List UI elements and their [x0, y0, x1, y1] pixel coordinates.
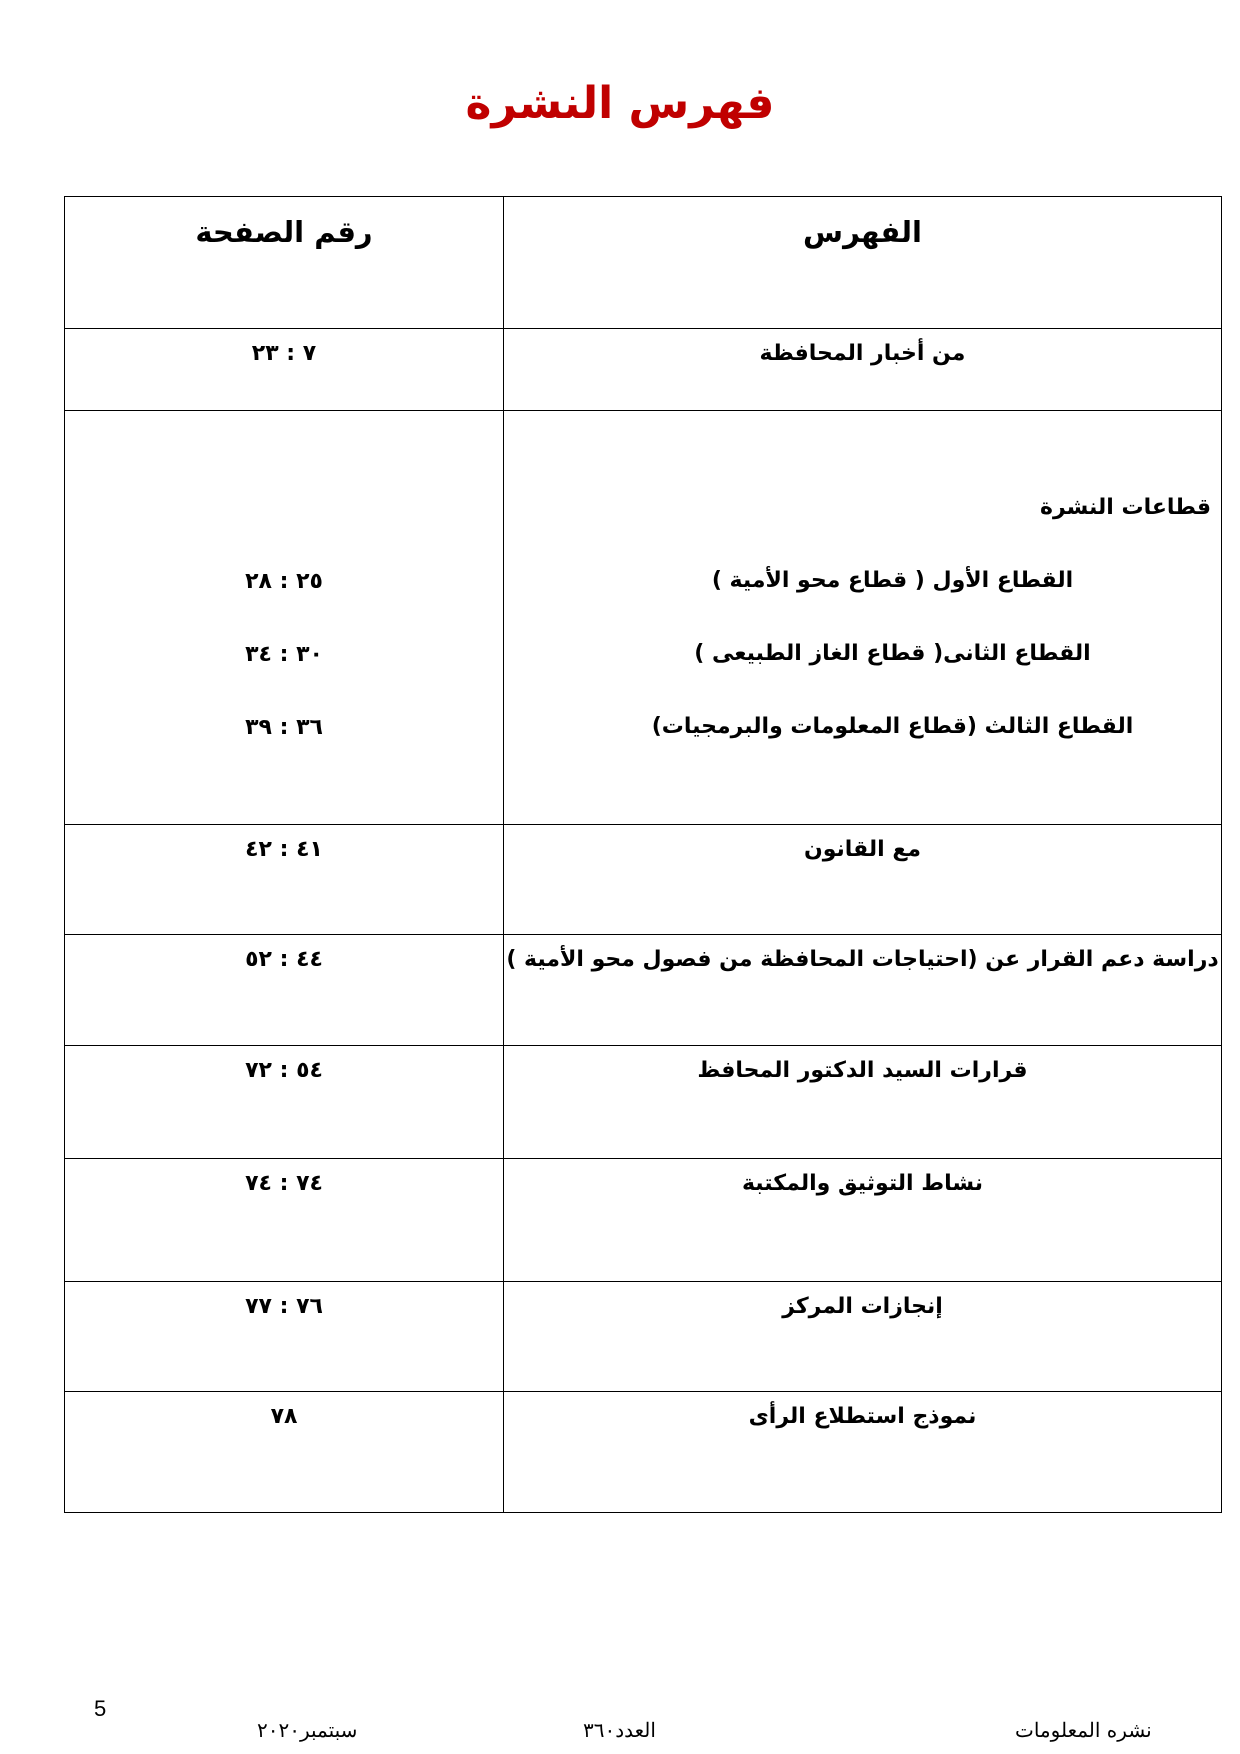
page-range: ٧٦ : ٧٧	[245, 1293, 323, 1319]
footer-date: سبتمبر٢٠٢٠	[257, 1718, 358, 1742]
page-range: ٧ : ٢٣	[251, 340, 317, 366]
footer-issue: العدد٣٦٠	[583, 1718, 656, 1742]
page-range: ٧٨	[270, 1404, 298, 1430]
table-header-row	[65, 197, 1222, 329]
page-range: ٣٠ : ٣٤	[245, 642, 323, 668]
index-entry: نشاط التوثيق والمكتبة	[741, 1170, 984, 1196]
table-row	[65, 1046, 1222, 1159]
index-entry: القطاع الثانى( قطاع الغاز الطبيعى )	[694, 641, 1091, 667]
index-entry: من أخبار المحافظة	[759, 340, 966, 366]
page-number: 5	[94, 1696, 107, 1721]
page-title: فهرس النشرة	[465, 78, 775, 129]
page-range: ٥٤ : ٧٢	[245, 1058, 323, 1084]
page-range: ٤١ : ٤٢	[245, 836, 323, 862]
index-entry: القطاع الأول ( قطاع محو الأمية )	[711, 568, 1074, 594]
table-row	[65, 1158, 1222, 1281]
header-pages-label: رقم الصفحة	[195, 215, 373, 249]
table-row	[65, 1392, 1222, 1513]
page-range: ٤٤ : ٥٢	[245, 947, 323, 973]
index-entry: مع القانون	[803, 836, 922, 862]
table-row-sectors	[65, 411, 1222, 825]
header-content-cell	[504, 197, 1222, 329]
page-range: ٢٥ : ٢٨	[245, 569, 323, 595]
sector-page-list	[65, 411, 503, 786]
table-row	[65, 328, 1222, 411]
table-row	[65, 1281, 1222, 1392]
index-entry: دراسة دعم القرار عن (احتياجات المحافظة من فصول محو الأمية )	[506, 947, 1219, 973]
table-row	[65, 935, 1222, 1046]
table-row	[65, 824, 1222, 935]
footer-publication: نشره المعلومات	[1015, 1718, 1152, 1742]
page-range: ٣٦ : ٣٩	[245, 715, 323, 741]
page-range: ٧٤ : ٧٤	[245, 1170, 323, 1196]
index-entry: نموذج استطلاع الرأى	[748, 1404, 977, 1430]
index-table	[64, 196, 1222, 1513]
header-content-label: الفهرس	[803, 215, 922, 249]
sector-section-title: قطاعات النشرة	[1040, 495, 1211, 521]
index-entry: القطاع الثالث (قطاع المعلومات والبرمجيات)	[651, 714, 1134, 740]
header-pages-cell	[65, 197, 504, 329]
index-entry: قرارات السيد الدكتور المحافظ	[697, 1058, 1028, 1084]
index-entry: إنجازات المركز	[782, 1293, 943, 1319]
